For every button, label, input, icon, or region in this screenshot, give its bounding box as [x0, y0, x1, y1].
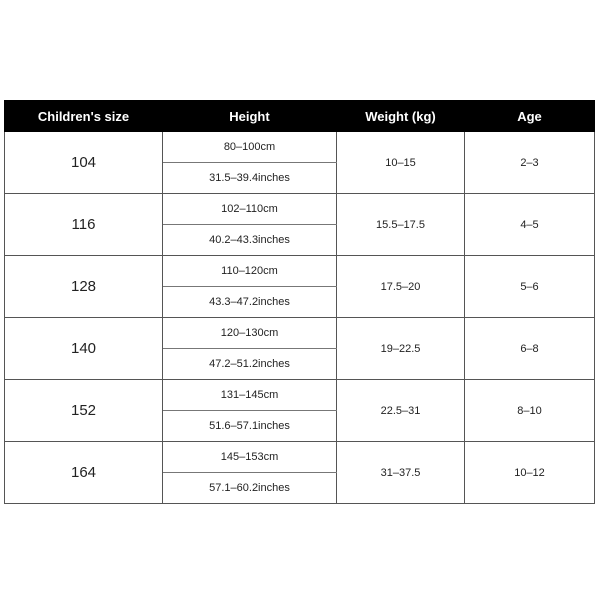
header-row: [5, 101, 595, 132]
age-cell: 4–5: [465, 194, 595, 256]
size-cell: 116: [5, 194, 163, 256]
weight-cell: 15.5–17.5: [337, 194, 465, 256]
height-cm-cell: 102–110cm: [163, 194, 337, 225]
table-row: [5, 380, 595, 411]
height-inches-cell: 43.3–47.2inches: [163, 287, 337, 318]
height-inches-cell: 47.2–51.2inches: [163, 349, 337, 380]
header-age: Age: [465, 101, 595, 132]
weight-cell: 19–22.5: [337, 318, 465, 380]
size-cell: 164: [5, 442, 163, 504]
age-cell: 5–6: [465, 256, 595, 318]
height-cm-cell: 120–130cm: [163, 318, 337, 349]
height-cm-cell: 131–145cm: [163, 380, 337, 411]
header-weight: Weight (kg): [337, 101, 465, 132]
size-chart-table: [4, 100, 595, 504]
table-row: [5, 318, 595, 349]
table-body: [5, 132, 595, 504]
table-row: [5, 132, 595, 163]
height-inches-cell: 31.5–39.4inches: [163, 163, 337, 194]
age-cell: 8–10: [465, 380, 595, 442]
height-inches-cell: 51.6–57.1inches: [163, 411, 337, 442]
size-cell: 104: [5, 132, 163, 194]
table-row: [5, 442, 595, 473]
header-height: Height: [163, 101, 337, 132]
size-cell: 140: [5, 318, 163, 380]
age-cell: 6–8: [465, 318, 595, 380]
height-cm-cell: 110–120cm: [163, 256, 337, 287]
height-cm-cell: 80–100cm: [163, 132, 337, 163]
age-cell: 10–12: [465, 442, 595, 504]
header-childrens-size: Children's size: [5, 101, 163, 132]
table-row: [5, 256, 595, 287]
size-cell: 152: [5, 380, 163, 442]
age-cell: 2–3: [465, 132, 595, 194]
weight-cell: 17.5–20: [337, 256, 465, 318]
weight-cell: 31–37.5: [337, 442, 465, 504]
height-inches-cell: 57.1–60.2inches: [163, 473, 337, 504]
height-inches-cell: 40.2–43.3inches: [163, 225, 337, 256]
table-row: [5, 194, 595, 225]
table-header: [5, 101, 595, 132]
height-cm-cell: 145–153cm: [163, 442, 337, 473]
weight-cell: 22.5–31: [337, 380, 465, 442]
weight-cell: 10–15: [337, 132, 465, 194]
size-cell: 128: [5, 256, 163, 318]
